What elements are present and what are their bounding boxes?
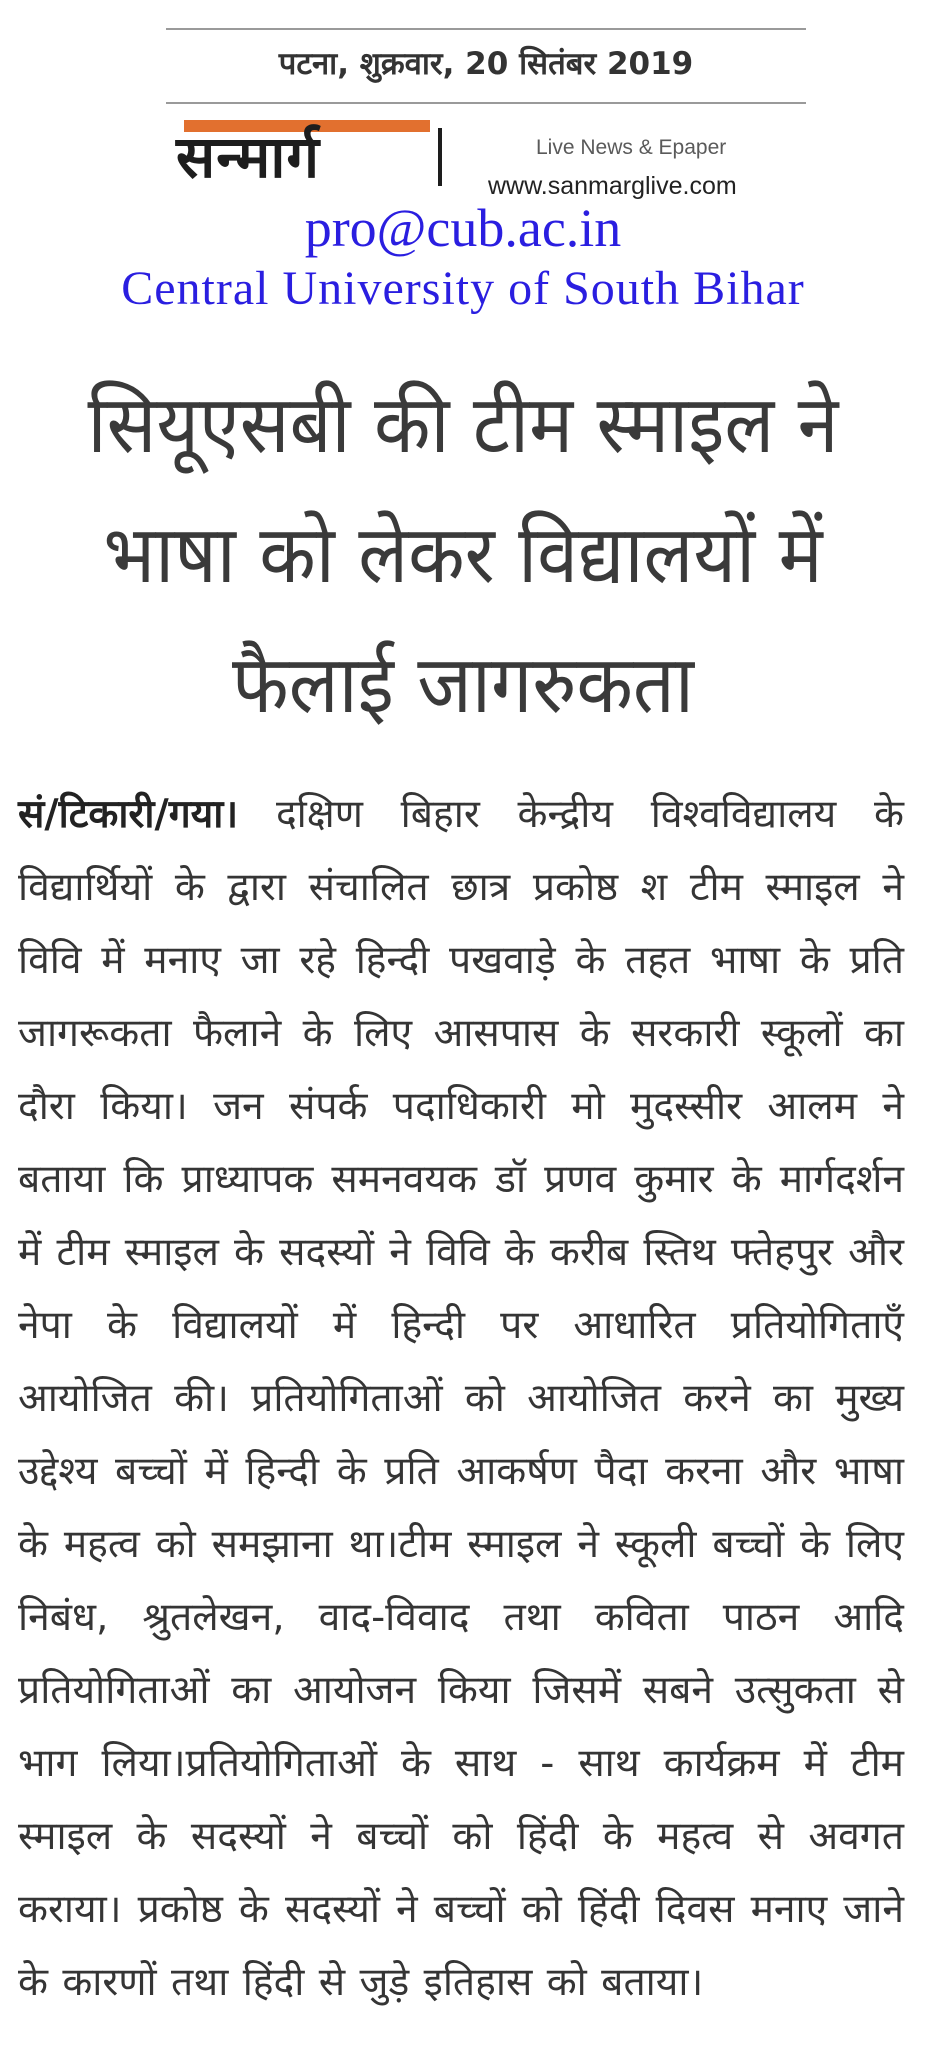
masthead-divider-rule [166, 102, 806, 104]
article-headline: सियूएसबी की टीम स्माइल ने भाषा को लेकर विद्यालयों में फैलाई जागरुकता [87, 378, 839, 731]
university-name: Central University of South Bihar [121, 262, 805, 315]
masthead-website: www.sanmarglive.com [488, 172, 737, 200]
logo-end-stroke [438, 128, 442, 186]
newspaper-logo [176, 116, 446, 202]
newspaper-dateline: पटना, शुक्रवार, 20 सितंबर 2019 [278, 46, 694, 82]
logo-wordmark: सन्मार्ग [176, 123, 321, 191]
article-body [18, 778, 904, 2019]
masthead-top-rule [166, 28, 806, 30]
newspaper-masthead [166, 24, 806, 200]
masthead-tagline: Live News & Epaper [536, 136, 727, 159]
article-body-text: दक्षिण बिहार केन्द्रीय विश्वविद्यालय के विद्यार्थियों के द्वारा संचालित छात्र प्रकोष्ठ श टीम स्माइल ने विवि में मनाए जा रहे हिन्दी पखवाड़े के तहत भाषा के प्रति जागरूकता फैलाने के लिए आसपास के सरकारी स्कूलों का दौरा किया। जन संपर्क पदाधिकारी मो मुदस्सीर आलम ने बताया कि प्राध्यापक समनवयक डॉ प्रणव कुमार के मार्गदर्शन में टीम स्माइल के सदस्यों ने विवि के करीब स्तिथ फ्तेहपुर और नेपा के विद्यालयों में हिन्दी पर आधारित प्रतियोगिताएँ आयोजित की। प्रतियोगिताओं को आयोजित करने का मुख्य उद्देश्य बच्चों में हिन्दी के प्रति आकर्षण पैदा करना और भाषा के महत्व को समझाना था।टीम स्माइल ने स्कूली बच्चों के लिए निबंध, श्रुतलेखन, वाद-विवाद तथा कविता पाठन आदि प्रतियोगिताओं का आयोजन किया जिसमें सबने उत्सुकता से भाग लिया।प्रतियोगिताओं के साथ - साथ कार्यक्रम में टीम स्माइल के सदस्यों ने बच्चों को हिंदी के महत्व से अवगत कराया। प्रकोष्ठ के सदस्यों ने बच्चों को हिंदी दिवस मनाए जाने के कारणों तथा हिंदी से जुड़े इतिहास को बताया। [18, 792, 904, 2005]
article-dateline-place: सं/टिकारी/गया। [18, 792, 239, 837]
contact-email: pro@cub.ac.in [304, 198, 622, 258]
